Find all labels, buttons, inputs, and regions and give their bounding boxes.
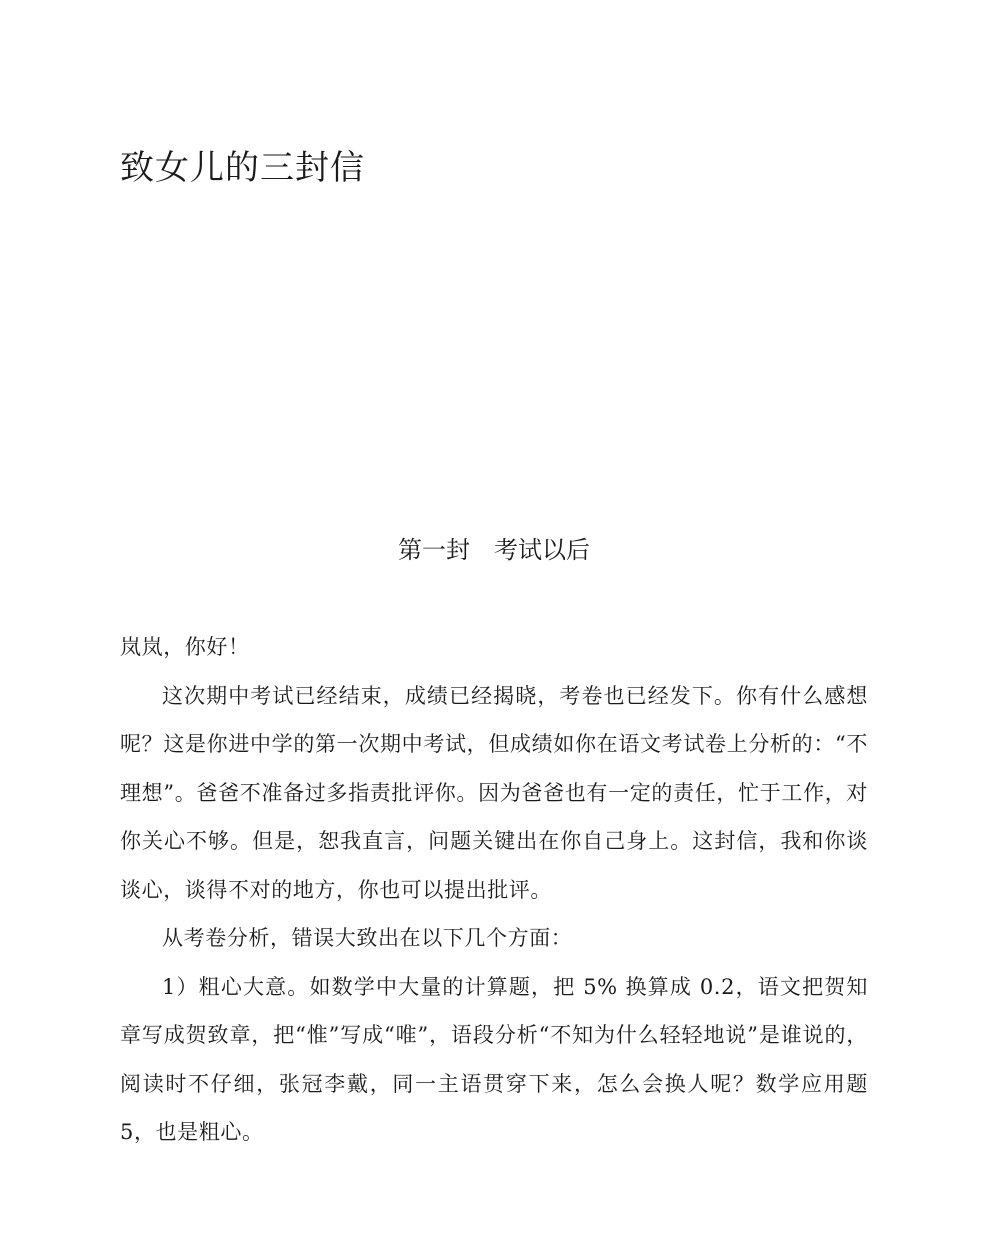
salutation: 岚岚，你好！	[120, 635, 250, 659]
chapter-title: 第一封 考试以后	[398, 536, 590, 564]
book-title: 致女儿的三封信	[120, 148, 365, 188]
paragraph-1: 这次期中考试已经结束，成绩已经揭晓，考卷也已经发下。你有什么感想呢？这是你进中学的第一次期中考试，但成绩如你在语文考试卷上分析的：“不理想”。爸爸不准备过多指责批评你。因为爸爸也有一定的责任，忙于工作，对你关心不够。但是，恕我直言，问题关键出在你自己身上。这封信，我和你谈谈心，谈得不对的地方，你也可以提出批评。	[120, 683, 868, 902]
letter-body	[120, 623, 868, 1157]
paragraph-3: 1）粗心大意。如数学中大量的计算题，把 5% 换算成 0.2，语文把贺知章写成贺致章，把“惟”写成“唯”，语段分析“不知为什么轻轻地说”是谁说的，阅读时不仔细，张冠李戴，同一主语贯穿下来，怎么会换人呢？数学应用题 5，也是粗心。	[120, 974, 868, 1144]
paragraph-2: 从考卷分析，错误大致出在以下几个方面：	[162, 926, 573, 950]
